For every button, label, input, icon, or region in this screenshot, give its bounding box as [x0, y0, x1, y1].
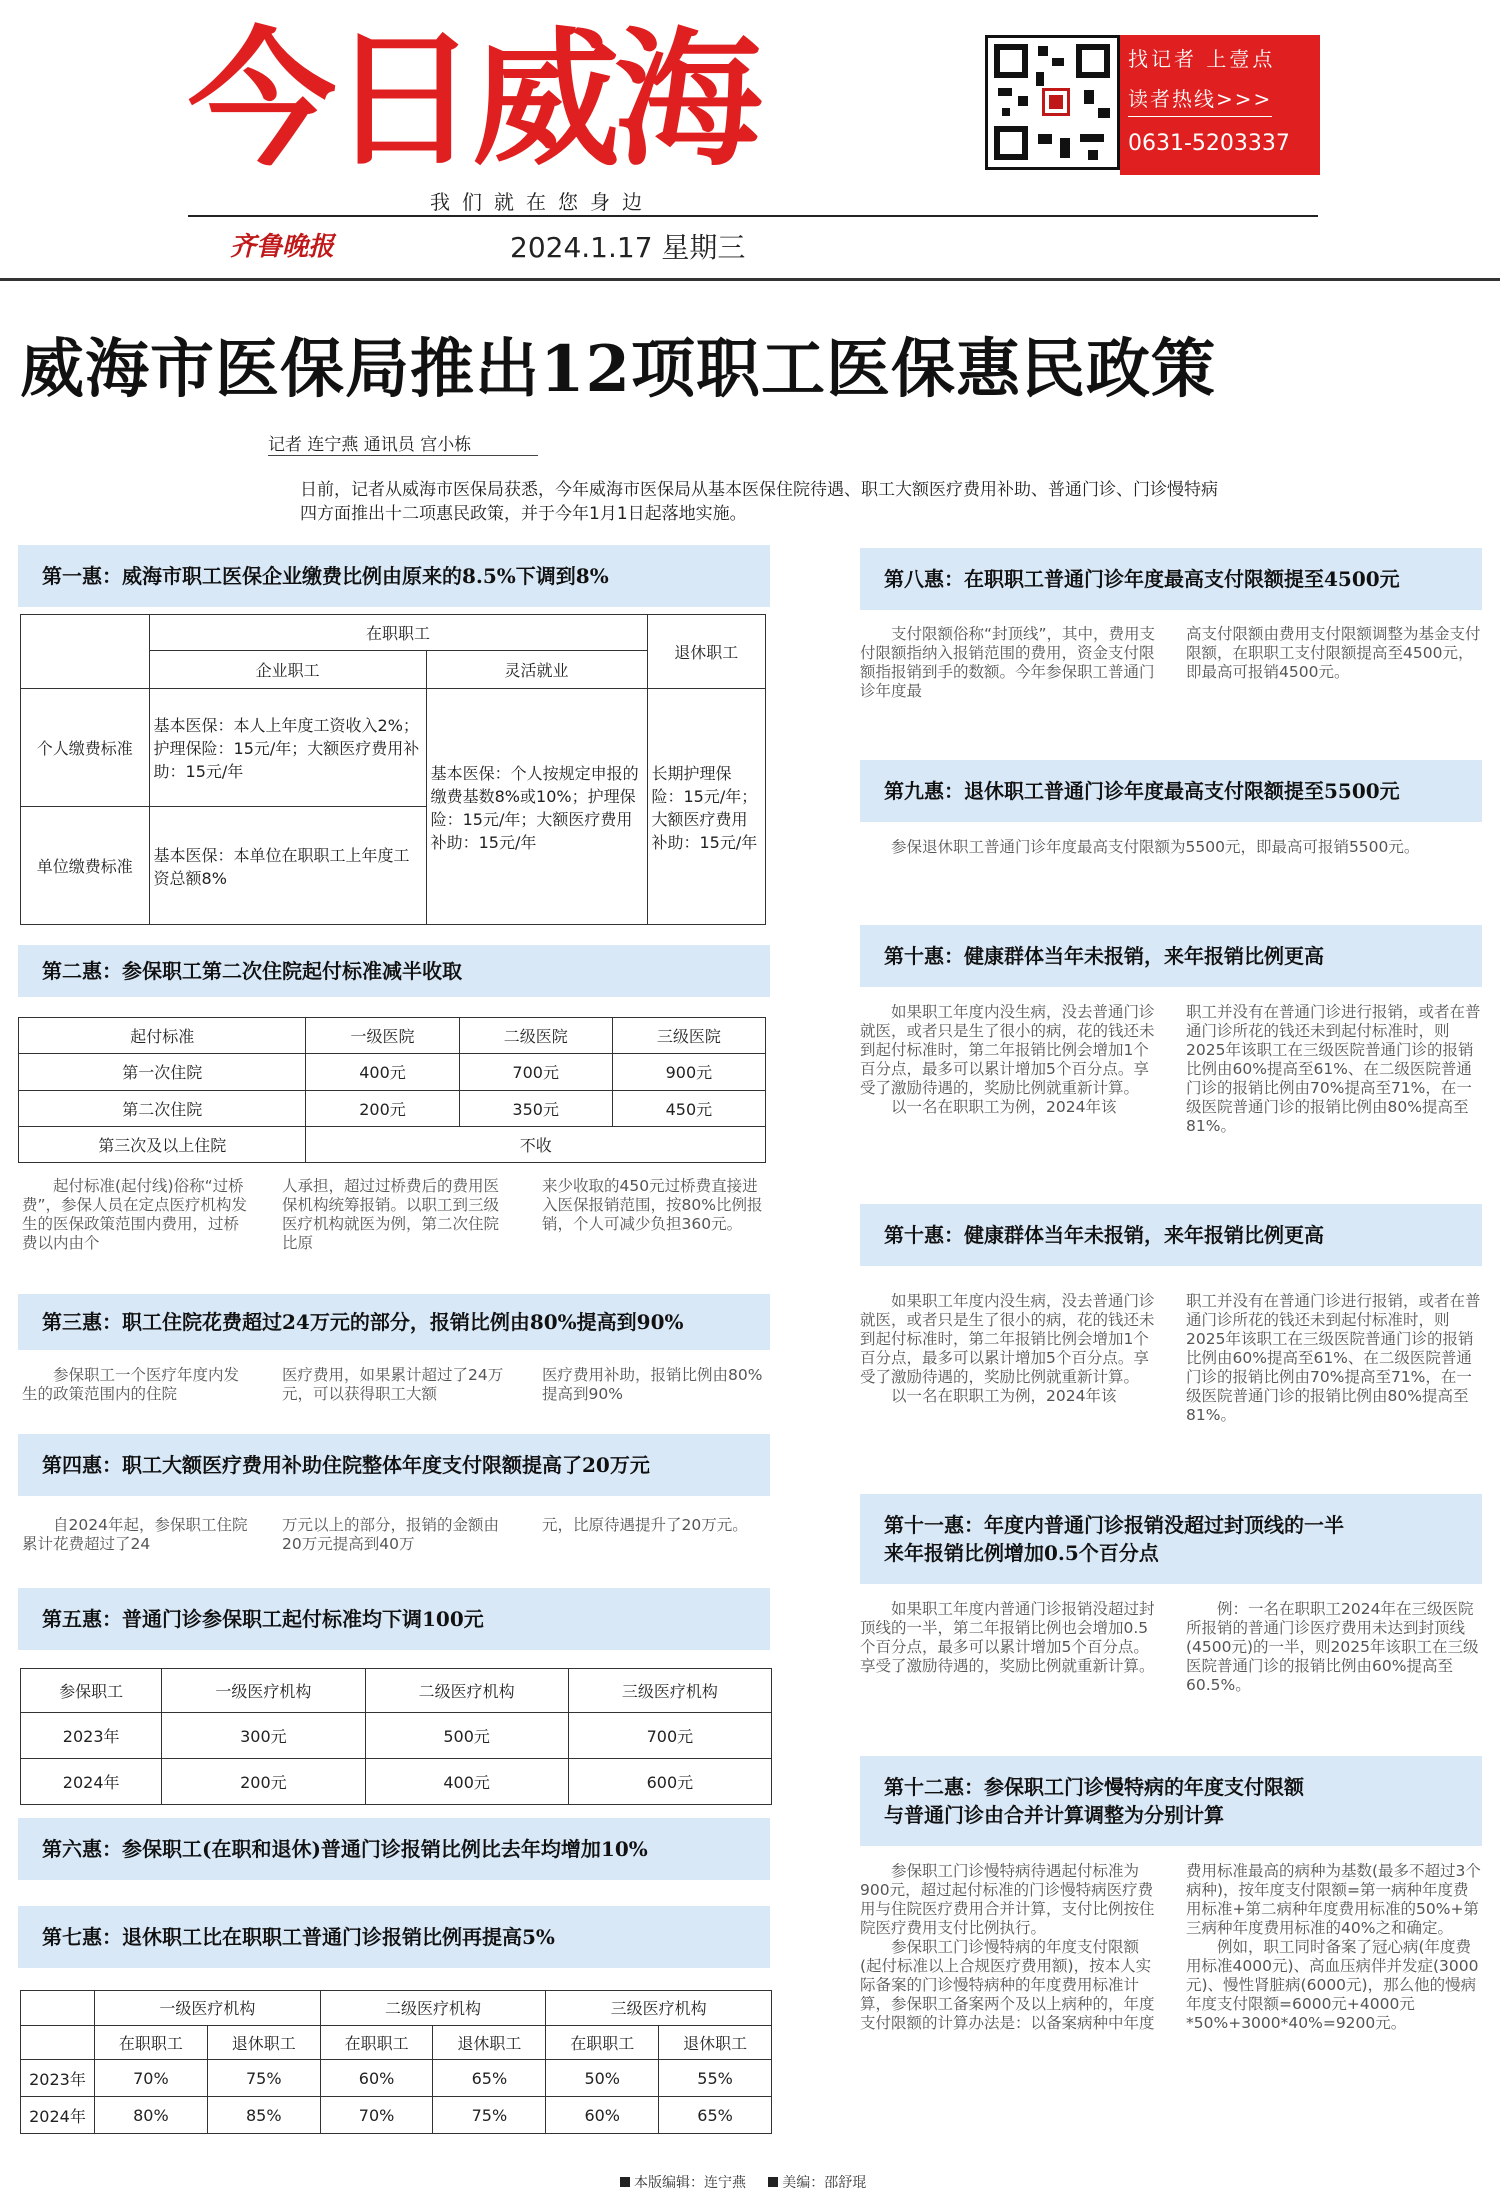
section-2-text-col1: 起付标准(起付线)俗称“过桥费”，参保人员在定点医疗机构发生的医保政策范围内费用，过桥费以内由个 [22, 1177, 248, 1252]
section-10b-text-col2: 职工并没有在普通门诊进行报销，或者在普通门诊所花的钱还未到起付标准时，则2025年该职工在三级医院普通门诊的报销比例由60%提高至61%、在二级医院普通门诊的报销比例由70%提高至71%，在一级医院普通门诊的报销比例由80%提高至81%。 [1186, 1292, 1481, 1424]
table-cell: 70% [320, 2097, 433, 2134]
table-cell: 不收 [306, 1126, 766, 1162]
section-11-title [860, 1494, 1482, 1584]
issue-date: 2024.1.17 星期三 [510, 231, 746, 264]
table-cell: 400元 [365, 1759, 568, 1805]
table-header: 二级医疗机构 [365, 1669, 568, 1713]
table-cell: 700元 [459, 1054, 612, 1090]
section-3-text-col1: 参保职工一个医疗年度内发生的政策范围内的住院 [22, 1366, 240, 1403]
byline-divider [268, 455, 538, 456]
section-12-text-col2 [1186, 1862, 1482, 2033]
table-header: 二级医疗机构 [320, 1991, 546, 2026]
byline: 记者 连宁燕 通讯员 宫小栋 [268, 435, 472, 455]
table-header: 一级医疗机构 [162, 1669, 365, 1713]
table-cell: 60% [546, 2097, 659, 2134]
table-header: 退休职工 [659, 2025, 772, 2060]
table-cell: 50% [546, 2060, 659, 2097]
contact-line-hotline: 读者热线>>> [1128, 83, 1272, 117]
table-cell [21, 615, 150, 689]
table-cell: 65% [433, 2060, 546, 2097]
table-cell: 65% [659, 2097, 772, 2134]
section-2-title: 第二惠：参保职工第二次住院起付标准减半收取 [18, 945, 770, 997]
table-cell [21, 2025, 95, 2060]
table-cell: 200元 [162, 1759, 365, 1805]
footer-editor: 本版编辑：连宁燕 [634, 2175, 746, 2191]
section-1-title: 第一惠：威海市职工医保企业缴费比例由原来的8.5%下调到8% [18, 545, 770, 607]
square-bullet-icon [768, 2177, 778, 2187]
section-6-title: 第六惠：参保职工(在职和退休)普通门诊报销比例比去年均增加10% [18, 1818, 770, 1880]
table-cell: 600元 [568, 1759, 771, 1805]
top-divider [0, 278, 1500, 281]
section-10-text-col1 [860, 1003, 1156, 1117]
section-10-text-col1-p2: 以一名在职职工为例，2024年该 [891, 1098, 1117, 1116]
table-header: 在职职工 [149, 615, 647, 651]
section-10b-title: 第十惠：健康群体当年未报销，来年报销比例更高 [860, 1204, 1482, 1266]
section-1-table [20, 614, 766, 925]
table-cell: 基本医保：本单位在职职工上年度工资总额8% [149, 807, 426, 925]
table-header: 在职职工 [95, 2025, 208, 2060]
table-header: 退休职工 [433, 2025, 546, 2060]
table-cell: 2023年 [21, 2060, 95, 2097]
section-3-text-col2: 医疗费用，如果累计超过了24万元，可以获得职工大额 [282, 1366, 504, 1403]
table-cell: 2024年 [21, 2097, 95, 2134]
table-cell: 700元 [568, 1713, 771, 1759]
section-12-title [860, 1756, 1482, 1846]
section-4-text-col3: 元，比原待遇提升了20万元。 [542, 1516, 748, 1534]
table-header: 三级医疗机构 [546, 1991, 772, 2026]
table-cell: 400元 [306, 1054, 459, 1090]
section-12-title-line1: 第十二惠：参保职工门诊慢特病的年度支付限额 [884, 1775, 1304, 1799]
table-cell: 350元 [459, 1090, 612, 1126]
table-cell: 第二次住院 [19, 1090, 306, 1126]
table-cell: 第一次住院 [19, 1054, 306, 1090]
section-5-title: 第五惠：普通门诊参保职工起付标准均下调100元 [18, 1588, 770, 1650]
section-12-text-col2-p1: 费用标准最高的病种为基数(最多不超过3个病种)，按年度支付限额=第一病种年度费用标准+第二病种年度费用标准的50%+第三病种年度费用标准的40%之和确定。 [1186, 1862, 1481, 1937]
section-10b-text-col1 [860, 1292, 1156, 1406]
table-cell: 2023年 [21, 1713, 162, 1759]
section-8-text-col2: 高支付限额由费用支付限额调整为基金支付限额，在职职工支付限额提高至4500元，即最高可报销4500元。 [1186, 625, 1481, 681]
section-10b-text-col1-p1: 如果职工年度内没生病，没去普通门诊就医，或者只是生了很小的病，花的钱还未到起付标准时，第二年报销比例会增加1个百分点，最多可以累计增加5个百分点。享受了激励待遇的，奖励比例就重新计算。 [860, 1292, 1155, 1386]
section-12-text-col1-p1: 参保职工门诊慢特病待遇起付标准为900元，超过起付标准的门诊慢特病医疗费用与住院医疗费用合并计算，支付比例按住院医疗费用支付比例执行。 [860, 1862, 1155, 1937]
table-header: 灵活就业 [426, 651, 647, 689]
section-12-title-line2: 与普通门诊由合并计算调整为分别计算 [884, 1803, 1224, 1827]
table-header: 参保职工 [21, 1669, 162, 1713]
table-header: 一级医院 [306, 1018, 459, 1054]
section-10-text-col2: 职工并没有在普通门诊进行报销，或者在普通门诊所花的钱还未到起付标准时，则2025年该职工在三级医院普通门诊的报销比例由60%提高至61%、在二级医院普通门诊的报销比例由70%提高至71%，在一级医院普通门诊的报销比例由80%提高至81%。 [1186, 1003, 1481, 1135]
table-cell: 2024年 [21, 1759, 162, 1805]
table-cell: 70% [95, 2060, 208, 2097]
section-3-text-col3: 医疗费用补助，报销比例由80%提高到90% [542, 1366, 763, 1403]
table-cell: 500元 [365, 1713, 568, 1759]
section-12-text-col1-p2: 参保职工门诊慢特病的年度支付限额(起付标准以上合规医疗费用额)，按本人实际备案的门诊慢特病种的年度费用标准计算，参保职工备案两个及以上病种的，年度支付限额的计算办法是：以备案病种中年度 [860, 1938, 1155, 2032]
table-cell: 200元 [306, 1090, 459, 1126]
table-cell: 85% [207, 2097, 320, 2134]
table-cell: 基本医保：本人上年度工资收入2%；护理保险：15元/年；大额医疗费用补助：15元/年 [149, 689, 426, 807]
table-cell: 60% [320, 2060, 433, 2097]
section-4-text-col2: 万元以上的部分，报销的金额由20万元提高到40万 [282, 1516, 500, 1553]
contact-phone-number[interactable]: 0631-5203337 [1128, 131, 1290, 156]
table-cell: 450元 [612, 1090, 765, 1126]
contact-box [1120, 35, 1320, 175]
intro-paragraph: 日前，记者从威海市医保局获悉，今年威海市医保局从基本医保住院待遇、职工大额医疗费用补助、普通门诊、门诊慢特病四方面推出十二项惠民政策，并于今年1月1日起落地实施。 [300, 480, 1218, 524]
table-header: 二级医院 [459, 1018, 612, 1054]
table-cell: 80% [95, 2097, 208, 2134]
table-row-label: 个人缴费标准 [21, 689, 150, 807]
table-cell: 基本医保：个人按规定申报的缴费基数8%或10%；护理保险：15元/年；大额医疗费用补助：15元/年 [426, 689, 647, 925]
section-10-text-col1-p1: 如果职工年度内没生病，没去普通门诊就医，或者只是生了很小的病，花的钱还未到起付标准时，第二年报销比例会增加1个百分点，最多可以累计增加5个百分点。享受了激励待遇的，奖励比例就重新计算。 [860, 1003, 1155, 1097]
section-10b-text-col1-p2: 以一名在职职工为例，2024年该 [891, 1387, 1117, 1405]
square-bullet-icon [620, 2177, 630, 2187]
section-3-title: 第三惠：职工住院花费超过24万元的部分，报销比例由80%提高到90% [18, 1294, 770, 1350]
section-4-title: 第四惠：职工大额医疗费用补助住院整体年度支付限额提高了20万元 [18, 1434, 770, 1496]
section-2-text-col3: 来少收取的450元过桥费直接进入医保报销范围，按80%比例报销，个人可减少负担360元。 [542, 1177, 763, 1233]
table-cell [21, 1991, 95, 2026]
table-cell: 300元 [162, 1713, 365, 1759]
section-11-title-line1: 第十一惠：年度内普通门诊报销没超过封顶线的一半 [884, 1513, 1344, 1537]
section-11-text-col1: 如果职工年度内普通门诊报销没超过封顶线的一半，第二年报销比例也会增加0.5个百分点，最多可以累计增加5个百分点。享受了激励待遇的，奖励比例就重新计算。 [860, 1600, 1155, 1675]
section-2-text-col2: 人承担，超过过桥费后的费用医保机构统筹报销。以职工到三级医疗机构就医为例，第二次住院比原 [282, 1177, 500, 1252]
table-header: 企业职工 [149, 651, 426, 689]
table-header: 在职职工 [546, 2025, 659, 2060]
page-title: 威海市医保局推出12项职工医保惠民政策 [20, 332, 1217, 407]
section-7-table [20, 1990, 772, 2134]
footer-credits [620, 2172, 866, 2192]
table-header: 退休职工 [207, 2025, 320, 2060]
section-8-text-col1: 支付限额俗称“封顶线”，其中，费用支付限额指纳入报销范围的费用，资金支付限额指报销到手的数额。今年参保职工普通门诊年度最 [860, 625, 1156, 700]
section-9-title: 第九惠：退休职工普通门诊年度最高支付限额提至5500元 [860, 760, 1482, 822]
table-cell: 第三次及以上住院 [19, 1126, 306, 1162]
contact-line-reporter: 找记者 上壹点 [1128, 47, 1276, 71]
qr-code-icon[interactable] [985, 35, 1120, 170]
table-cell: 75% [207, 2060, 320, 2097]
table-row-label: 单位缴费标准 [21, 807, 150, 925]
table-header: 起付标准 [19, 1018, 306, 1054]
footer-designer: 美编：邵舒琨 [782, 2175, 867, 2191]
section-8-title: 第八惠：在职职工普通门诊年度最高支付限额提至4500元 [860, 548, 1482, 610]
masthead-logo: 今日威海 [188, 14, 756, 186]
table-header: 一级医疗机构 [95, 1991, 321, 2026]
table-cell: 长期护理保险：15元/年；大额医疗费用补助：15元/年 [647, 689, 766, 925]
paper-name: 齐鲁晚报 [230, 232, 335, 262]
table-cell: 55% [659, 2060, 772, 2097]
slogan: 我们就在您身边 [430, 190, 654, 214]
section-12-text-col1 [860, 1862, 1156, 2033]
table-header: 退休职工 [647, 615, 766, 689]
section-5-table [20, 1668, 772, 1805]
section-10-title: 第十惠：健康群体当年未报销，来年报销比例更高 [860, 925, 1482, 987]
section-11-title-line2: 来年报销比例增加0.5个百分点 [884, 1541, 1159, 1565]
section-9-text: 参保退休职工普通门诊年度最高支付限额为5500元，即最高可报销5500元。 [891, 838, 1420, 856]
section-2-table [18, 1017, 766, 1163]
section-7-title: 第七惠：退休职工比在职职工普通门诊报销比例再提高5% [18, 1906, 770, 1968]
section-11-text-col2: 例：一名在职职工2024年在三级医院所报销的普通门诊医疗费用未达到封顶线(4500元)的一半，则2025年该职工在三级医院普通门诊的报销比例由60%提高至60.5%。 [1186, 1600, 1479, 1694]
table-header: 在职职工 [320, 2025, 433, 2060]
table-header: 三级医疗机构 [568, 1669, 771, 1713]
section-4-text-col1: 自2024年起，参保职工住院累计花费超过了24 [22, 1516, 248, 1553]
section-12-text-col2-p2: 例如，职工同时备案了冠心病(年度费用标准4000元)、高血压病伴并发症(3000元)、慢性肾脏病(6000元)，那么他的慢病年度支付限额=6000元+4000元*50%+3000*40%=9200元。 [1186, 1938, 1479, 2032]
table-cell: 75% [433, 2097, 546, 2134]
table-header: 三级医院 [612, 1018, 765, 1054]
table-cell: 900元 [612, 1054, 765, 1090]
masthead-divider [188, 215, 1318, 217]
